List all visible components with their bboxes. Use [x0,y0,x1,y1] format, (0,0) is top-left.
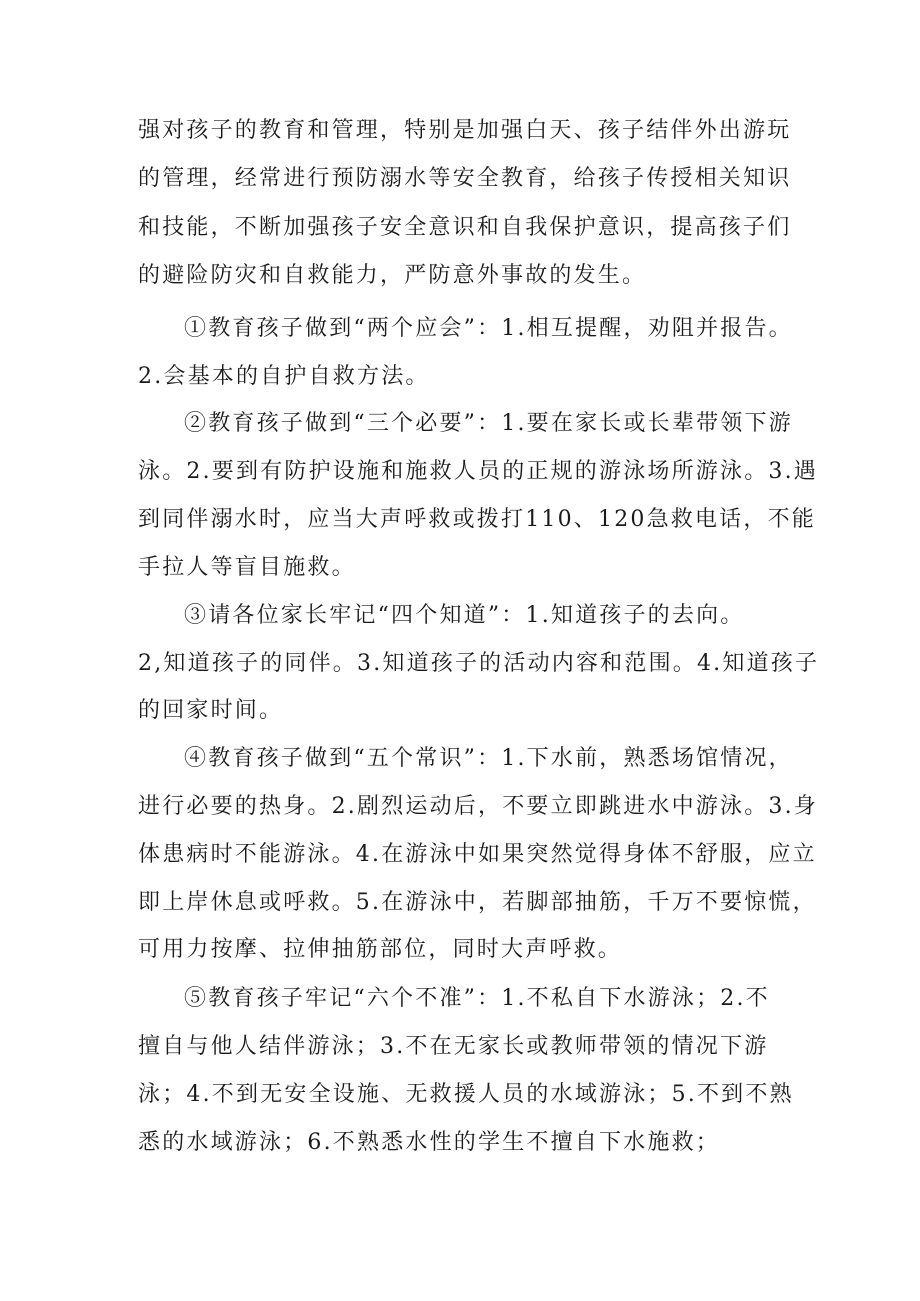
paragraph-line: 即上岸休息或呼救。5.在游泳中，若脚部抽筋，千万不要惊慌， [138,890,817,915]
paragraph-line: 可用力按摩、拉伸抽筋部位，同时大声呼救。 [138,937,623,962]
paragraph-line: 擅自与他人结伴游泳；3.不在无家长或教师带领的情况下游 [138,1034,769,1059]
paragraph-line: 2.会基本的自护自救方法。 [138,364,430,389]
paragraph-line: 的回家时间。 [138,698,284,723]
paragraph-line: ③请各位家长牢记“四个知道”：1.知道孩子的去向。 [184,603,745,628]
paragraph-line: ④教育孩子做到“五个常识”：1.下水前，熟悉场馆情况， [184,746,793,771]
paragraph-line: ①教育孩子做到“两个应会”：1.相互提醒，劝阻并报告。 [184,316,793,341]
paragraph-line: 手拉人等盲目施救。 [138,555,356,580]
paragraph-line: 强对孩子的教育和管理，特别是加强白天、孩子结伴外出游玩 [138,118,792,143]
paragraph-line: 泳。2.要到有防护设施和施救人员的正规的游泳场所游泳。3.遇 [138,459,818,484]
paragraph-line: 的管理，经常进行预防溺水等安全教育，给孩子传授相关知识 [138,166,792,191]
paragraph-line: 2,知道孩子的同伴。3.知道孩子的活动内容和范围。4.知道孩子 [138,651,820,676]
paragraph-line: 泳；4.不到无安全设施、无救援人员的水域游泳；5.不到不熟 [138,1082,794,1107]
paragraph-line: 到同伴溺水时，应当大声呼救或拨打110、120急救电话，不能 [138,507,816,532]
paragraph-line: 悉的水域游泳；6.不熟悉水性的学生不擅自下水施救； [138,1130,720,1155]
paragraph-line: 的避险防灾和自救能力，严防意外事故的发生。 [138,263,647,288]
paragraph-line: 体患病时不能游泳。4.在游泳中如果突然觉得身体不舒服，应立 [138,842,817,867]
paragraph-line: 进行必要的热身。2.剧烈运动后，不要立即跳进水中游泳。3.身 [138,794,818,819]
paragraph-line: 和技能，不断加强孩子安全意识和自我保护意识，提高孩子们 [138,215,792,240]
paragraph-line: ⑤教育孩子牢记“六个不准”：1.不私自下水游泳；2.不 [184,986,770,1011]
paragraph-line: ②教育孩子做到“三个必要”：1.要在家长或长辈带领下游 [184,411,793,436]
